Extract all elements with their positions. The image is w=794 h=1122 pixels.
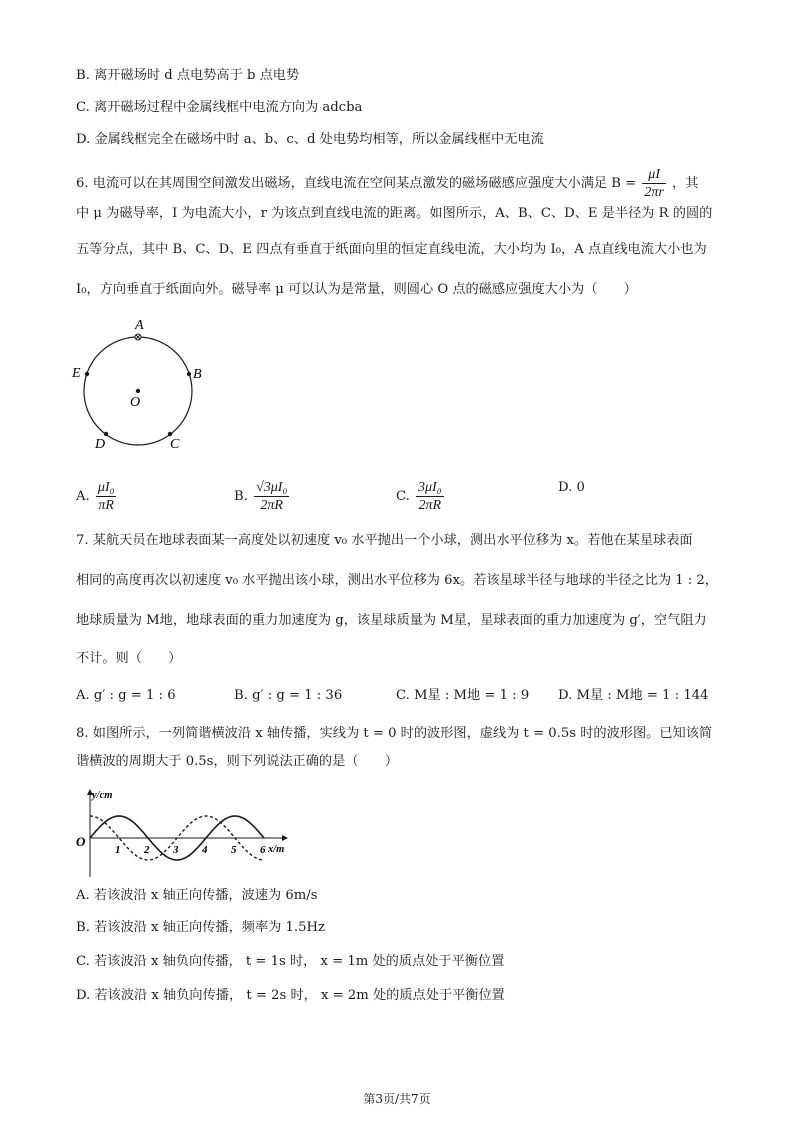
q5-option-c: C. 离开磁场过程中金属线框中电流方向为 adcba bbox=[76, 100, 363, 115]
q7-stem-line4: 不计。则（ ） bbox=[76, 651, 182, 666]
q8-option-a: A. 若该波沿 x 轴正向传播，波速为 6m/s bbox=[76, 888, 318, 903]
label-e: E bbox=[72, 366, 81, 381]
q7-option-d: D. M星 : M地 = 1 : 144 bbox=[558, 688, 709, 703]
q6-stem-line4: I₀，方向垂直于纸面向外。磁导率 μ 可以认为是常量，则圆心 O 点的磁感应强度大小为（ ） bbox=[76, 282, 637, 297]
q8-stem-line1: 8. 如图所示，一列简谐横波沿 x 轴传播，实线为 t = 0 时的波形图，虚线为 t = 0.5s 时的波形图。已知该简 bbox=[76, 726, 713, 741]
point-b-dot bbox=[187, 372, 191, 376]
q7-stem-line3: 地球质量为 M地，地球表面的重力加速度为 g，该星球质量为 M星，星球表面的重力加速度为 g′，空气阻力 bbox=[76, 613, 707, 628]
q6-formula-numerator: μI bbox=[642, 166, 665, 184]
q8-wave-graph bbox=[72, 782, 312, 882]
q6-stem-line1-end: ，其 bbox=[672, 176, 699, 191]
label-c: C bbox=[170, 437, 180, 452]
q6-formula-denominator: 2πr bbox=[644, 185, 664, 200]
label-o: O bbox=[130, 395, 141, 410]
q7-option-c: C. M星 : M地 = 1 : 9 bbox=[396, 688, 530, 703]
q7-stem-line1: 7. 某航天员在地球表面某一高度处以初速度 v₀ 水平抛出一个小球，测出水平位移为 x。若他在某星球表面 bbox=[76, 533, 693, 548]
q6-option-b-fraction bbox=[254, 479, 289, 514]
q6-option-a-label: A. bbox=[76, 489, 90, 504]
q6-option-b-label: B. bbox=[234, 489, 248, 504]
label-d: D bbox=[95, 437, 106, 452]
q7-option-a: A. g′ : g = 1 : 6 bbox=[76, 688, 176, 703]
label-b: B bbox=[193, 367, 202, 382]
q6-option-c-num: 3μI₀ bbox=[418, 480, 442, 495]
q6-option-a-num: μI₀ bbox=[97, 480, 115, 495]
x-tick-label: 4 bbox=[202, 844, 208, 856]
q6-option-c-den: 2πR bbox=[418, 498, 442, 513]
x-tick-label: 3 bbox=[173, 844, 179, 856]
q6-option-a-fraction bbox=[96, 479, 117, 514]
q6-option-b-num: √3μI₀ bbox=[256, 480, 288, 495]
q6-option-a bbox=[76, 479, 118, 514]
q6-option-d: D. 0 bbox=[558, 480, 585, 495]
q6-option-c-label: C. bbox=[396, 489, 410, 504]
q8-stem-line2: 谐横波的周期大于 0.5s，则下列说法正确的是（ ） bbox=[76, 754, 399, 769]
point-d-dot bbox=[104, 432, 108, 436]
x-tick-label: 5 bbox=[231, 844, 237, 856]
x-tick-label: 6 bbox=[260, 844, 266, 856]
point-o-dot bbox=[136, 389, 140, 393]
q8-option-c: C. 若该波沿 x 轴负向传播， t = 1s 时， x = 1m 处的质点处于平衡位置 bbox=[76, 954, 505, 969]
q6-option-a-den: πR bbox=[98, 498, 114, 513]
page-footer: 第3页/共7页 bbox=[363, 1092, 431, 1106]
label-a: A bbox=[135, 318, 144, 333]
q5-option-d: D. 金属线框完全在磁场中时 a、b、c、d 处电势均相等，所以金属线框中无电流 bbox=[76, 132, 544, 147]
q7-stem-line2: 相同的高度再次以初速度 v₀ 水平抛出该小球，测出水平位移为 6x。若该星球半径与地球的半径之比为 1 : 2， bbox=[76, 573, 718, 588]
x-axis-label: x/m bbox=[268, 844, 285, 855]
y-axis-label: y/cm bbox=[92, 790, 113, 801]
origin-label: O bbox=[76, 834, 86, 849]
x-tick-label: 2 bbox=[144, 844, 150, 856]
q6-stem-line2: 中 μ 为磁导率，I 为电流大小，r 为该点到直线电流的距离。如图所示，A、B、C、D、E 是半径为 R 的圆的 bbox=[76, 206, 713, 221]
q6-stem-line1 bbox=[76, 166, 698, 201]
q8-option-b: B. 若该波沿 x 轴正向传播，频率为 1.5Hz bbox=[76, 920, 325, 935]
q6-circle-figure bbox=[66, 314, 216, 454]
q6-option-c-fraction bbox=[416, 479, 444, 514]
point-e-dot bbox=[85, 372, 89, 376]
q6-stem-line1-text: 6. 电流可以在其周围空间激发出磁场，直线电流在空间某点激发的磁场磁感应强度大小满足 B = bbox=[76, 176, 637, 191]
q6-option-b-den: 2πR bbox=[260, 498, 283, 513]
q6-stem-line3: 五等分点，其中 B、C、D、E 四点有垂直于纸面向里的恒定直线电流，大小均为 I₀，A 点直线电流大小也为 bbox=[76, 242, 707, 257]
q7-option-b: B. g′ : g = 1 : 36 bbox=[234, 688, 343, 703]
q6-option-c bbox=[396, 479, 446, 514]
q5-option-b: B. 离开磁场时 d 点电势高于 b 点电势 bbox=[76, 68, 300, 83]
q6-formula bbox=[642, 166, 665, 201]
q6-option-b bbox=[234, 479, 291, 514]
point-c-dot bbox=[168, 432, 172, 436]
q8-option-d: D. 若该波沿 x 轴负向传播， t = 2s 时， x = 2m 处的质点处于平衡位置 bbox=[76, 988, 505, 1003]
x-tick-label: 1 bbox=[115, 844, 121, 856]
